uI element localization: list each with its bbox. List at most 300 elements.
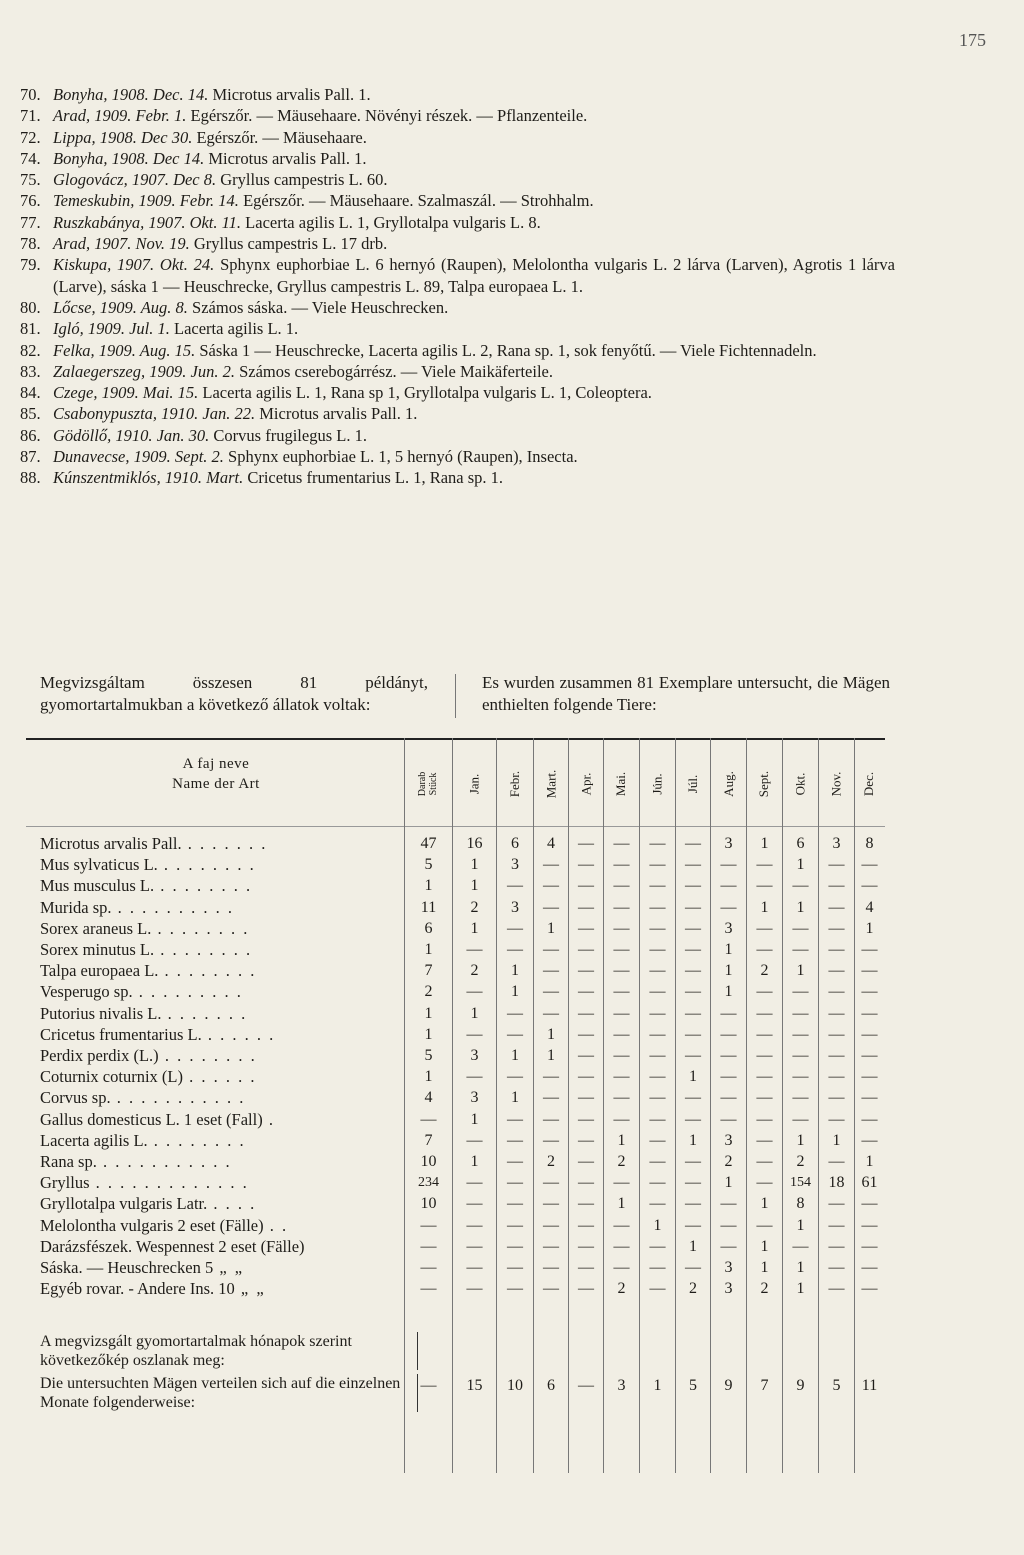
month-cell: 8	[865, 835, 874, 852]
record-entry	[20, 425, 895, 446]
record-entry	[20, 169, 895, 190]
record-contents: Egérszőr. — Mäusehaare. Szalmaszál. — Strohhalm.	[238, 191, 594, 211]
month-cell: —	[861, 1025, 878, 1043]
dot-leader: . . . . . . . .	[157, 855, 256, 875]
month-cell: —	[466, 1174, 483, 1192]
month-cell: —	[861, 1004, 878, 1022]
table-row	[26, 918, 885, 939]
dot-leader: . . . . . . . . . . .	[110, 1088, 246, 1108]
record-place-date: Zalaegerszeg, 1909. Jun. 2.	[53, 361, 235, 381]
table-row	[26, 981, 885, 1002]
month-cell: —	[507, 1237, 523, 1255]
record-contents: Cricetus frumentarius L. 1, Rana sp. 1.	[243, 468, 504, 488]
month-cell: —	[720, 1110, 737, 1128]
month-cell: —	[543, 856, 559, 874]
month-cell: 154	[790, 1175, 811, 1191]
species-name	[40, 1109, 405, 1130]
summary-cell: 15	[466, 1377, 483, 1394]
month-cell: 18	[828, 1174, 845, 1192]
count-cell: 7	[424, 962, 433, 980]
month-cell: —	[685, 919, 701, 937]
month-cell: —	[543, 1174, 559, 1192]
month-cell: 1	[470, 856, 479, 874]
species-name	[40, 897, 405, 918]
count-cell: 11	[420, 898, 437, 916]
record-entry	[20, 127, 895, 148]
month-cell: 1	[547, 1047, 555, 1064]
month-cell: —	[578, 835, 594, 852]
month-cell: —	[578, 1174, 594, 1192]
dot-leader: . . . .	[207, 1194, 257, 1214]
month-cell: —	[756, 1068, 773, 1086]
table-top-rule	[26, 738, 885, 740]
table-row	[26, 1236, 885, 1257]
month-cell: —	[685, 1025, 701, 1043]
month-cell: —	[613, 1259, 630, 1276]
month-cell: —	[685, 1174, 701, 1192]
summary-hungarian: A megvizsgált gyomortartalmak hónapok szerint következőkép oszlanak meg:	[40, 1332, 418, 1370]
month-cell: —	[578, 1004, 594, 1022]
month-cell: —	[792, 1004, 809, 1022]
summary-cell: —	[578, 1377, 594, 1394]
record-contents: Egérszőr. — Mäusehaare.	[192, 127, 367, 147]
month-cell: —	[507, 1068, 523, 1086]
species-name	[40, 1215, 405, 1236]
count-cell: 6	[424, 919, 433, 937]
header-month-label: Dec.	[861, 771, 877, 797]
month-cell: —	[507, 877, 523, 895]
record-contents: Gryllus campestris L. 60.	[216, 170, 388, 190]
species-label: Microtus arvalis Pall.	[40, 834, 182, 853]
record-number: 74.	[20, 148, 41, 168]
month-cell: 4	[547, 835, 555, 852]
month-cell: —	[543, 1216, 559, 1234]
record-contents: Számos sáska. — Viele Heuschrecken.	[187, 297, 449, 317]
species-name	[40, 875, 405, 896]
dot-leader: . . . . . . . .	[154, 876, 253, 896]
record-number: 72.	[20, 127, 41, 147]
species-label: Murida sp.	[40, 897, 112, 917]
species-label: Putorius nivalis L.	[40, 1003, 162, 1023]
month-cell: —	[720, 1004, 737, 1022]
month-cell: —	[466, 1280, 483, 1298]
header-month	[676, 744, 710, 824]
species-label: Talpa europaea L.	[40, 961, 159, 981]
month-cell: 16	[466, 835, 483, 852]
month-cell: —	[578, 1216, 594, 1234]
month-cell: —	[685, 962, 701, 980]
record-number: 83.	[20, 361, 41, 381]
table-row	[26, 1130, 885, 1151]
month-cell: 1	[832, 1131, 841, 1149]
month-cell: —	[507, 1195, 523, 1213]
month-cell: —	[613, 1089, 630, 1107]
header-count-de: Stück	[428, 772, 439, 796]
month-cell: —	[543, 1110, 559, 1128]
month-cell: —	[578, 1089, 594, 1107]
month-cell: —	[466, 1025, 483, 1043]
month-cell: —	[861, 1110, 878, 1128]
month-cell: —	[828, 941, 845, 958]
month-cell: —	[685, 1153, 701, 1170]
month-cell: —	[756, 1047, 773, 1064]
month-cell: 1	[470, 919, 479, 937]
species-name	[40, 854, 405, 875]
month-cell: —	[466, 1068, 483, 1086]
record-place-date: Kúnszentmiklós, 1910. Mart.	[53, 468, 244, 488]
header-month-label: Aug.	[720, 771, 736, 797]
record-number: 88.	[20, 468, 41, 488]
dot-leader: . . . . . .	[201, 1024, 276, 1044]
header-month-label: Apr.	[578, 772, 593, 796]
month-cell: —	[649, 1004, 666, 1022]
month-cell: —	[792, 983, 809, 1001]
header-rule	[26, 826, 885, 827]
dot-leader: . . . . . . . . . . .	[96, 1152, 232, 1171]
month-cell: —	[578, 983, 594, 1001]
month-cell: 2	[617, 1280, 626, 1298]
month-cell: —	[792, 877, 809, 895]
dot-leader: . .	[263, 1215, 289, 1235]
record-contents: Microtus arvalis Pall. 1.	[208, 85, 371, 104]
species-label: Gallus domesticus L. 1 eset (Fall)	[40, 1109, 263, 1129]
month-cell: —	[685, 835, 701, 852]
table-row	[26, 833, 885, 854]
species-label: Mus musculus L.	[40, 876, 155, 896]
record-number: 86.	[20, 425, 41, 445]
summary-cell: 7	[760, 1377, 769, 1394]
month-cell: 1	[511, 962, 519, 980]
month-cell: —	[578, 1110, 594, 1128]
species-name	[40, 1278, 405, 1299]
month-cell: —	[792, 1047, 809, 1064]
summary-german: Die untersuchten Mägen verteilen sich auf die einzelnen Monate folgenderweise:	[40, 1374, 418, 1412]
count-cell: 1	[424, 877, 433, 895]
month-cell: 1	[689, 1237, 697, 1255]
month-cell: —	[792, 1237, 809, 1255]
month-cell: 1	[470, 1153, 479, 1170]
record-place-date: Lőcse, 1909. Aug. 8.	[53, 297, 188, 317]
month-cell: —	[578, 919, 594, 937]
intro-german: Es wurden zusammen 81 Exemplare untersucht, die Mägen enthielten folgende Tiere:	[482, 673, 890, 714]
month-cell: —	[756, 1216, 773, 1234]
month-cell: 3	[724, 1131, 733, 1149]
month-cell: —	[861, 983, 878, 1001]
record-number: 79.	[20, 255, 41, 275]
record-place-date: Temeskubin, 1909. Febr. 14.	[53, 191, 239, 211]
month-cell: —	[466, 1131, 483, 1149]
count-cell: 7	[424, 1131, 433, 1149]
species-label: Egyéb rovar. - Andere Ins. 10	[40, 1279, 235, 1299]
month-cell: —	[613, 1047, 630, 1064]
header-species-name	[46, 754, 386, 794]
month-cell: 6	[511, 835, 519, 852]
header-month-label: Jún.	[649, 773, 665, 795]
page-number: 175	[959, 30, 986, 50]
record-entry	[20, 84, 895, 105]
month-cell: —	[613, 877, 630, 895]
header-month-label: Mai.	[613, 771, 629, 797]
table-row	[26, 1278, 885, 1299]
month-cell: —	[649, 1047, 666, 1064]
month-cell: —	[466, 983, 483, 1001]
month-cell: —	[720, 1195, 737, 1213]
month-cell: —	[613, 856, 630, 874]
dot-leader: . . . . . . .	[181, 834, 268, 853]
month-cell: —	[649, 898, 666, 916]
record-number: 75.	[20, 170, 41, 190]
species-name	[40, 939, 405, 960]
record-contents: Microtus arvalis Pall. 1.	[255, 404, 418, 424]
record-entry	[20, 254, 895, 297]
count-cell: 5	[424, 856, 433, 874]
record-entry	[20, 361, 895, 382]
month-cell: —	[828, 1068, 845, 1086]
month-cell: —	[578, 941, 594, 958]
month-cell: —	[828, 1047, 845, 1064]
record-place-date: Kiskupa, 1907. Okt. 24.	[53, 255, 215, 275]
count-cell: 2	[424, 983, 433, 1001]
month-cell: —	[466, 941, 483, 958]
month-cell: —	[613, 1025, 630, 1043]
record-place-date: Gödöllő, 1910. Jan. 30.	[53, 425, 210, 445]
month-cell: —	[792, 919, 809, 937]
month-cell: —	[756, 856, 773, 874]
month-cell: —	[613, 1174, 630, 1192]
header-month	[569, 744, 603, 824]
month-cell: —	[507, 919, 523, 937]
header-month	[453, 744, 496, 824]
month-cell: —	[466, 1237, 483, 1255]
record-place-date: Arad, 1909. Febr. 1.	[53, 106, 187, 126]
species-name	[40, 1130, 405, 1151]
table-row	[26, 1172, 885, 1193]
dot-leader: . . . . . . . .	[158, 1046, 257, 1065]
month-cell: —	[649, 1089, 666, 1107]
month-cell: —	[649, 1174, 666, 1192]
record-contents: Egérszőr. — Mäusehaare. Növényi részek. — Pflanzenteile.	[186, 106, 588, 126]
month-cell: —	[649, 1025, 666, 1043]
record-number: 81.	[20, 319, 41, 339]
record-number: 71.	[20, 106, 41, 126]
month-cell: 1	[796, 1216, 805, 1234]
month-cell: —	[543, 1068, 559, 1086]
month-cell: 1	[724, 941, 733, 958]
record-contents: Számos cserebogárrész. — Viele Maikäferteile.	[234, 361, 553, 381]
month-cell: —	[792, 1025, 809, 1043]
species-name	[40, 1151, 405, 1172]
month-cell: —	[685, 1216, 701, 1234]
record-contents: Corvus frugilegus L. 1.	[209, 425, 367, 445]
month-cell: 2	[796, 1153, 805, 1170]
month-cell: 1	[760, 1259, 769, 1276]
month-cell: 1	[617, 1195, 626, 1213]
month-cell: —	[861, 1259, 878, 1276]
month-cell: —	[828, 962, 845, 980]
month-cell: —	[649, 1195, 666, 1213]
summary-cell: 5	[689, 1377, 697, 1394]
header-month	[534, 744, 568, 824]
month-cell: —	[685, 941, 701, 958]
month-cell: —	[720, 898, 737, 916]
month-cell: —	[649, 1068, 666, 1086]
month-cell: —	[828, 1195, 845, 1213]
month-cell: —	[543, 962, 559, 980]
month-cell: 1	[511, 983, 519, 1001]
header-month-label: Nov.	[828, 771, 844, 797]
month-cell: —	[685, 898, 701, 916]
record-entry	[20, 340, 895, 361]
month-cell: 1	[796, 1259, 805, 1276]
month-cell: —	[720, 1216, 737, 1234]
record-place-date: Bonyha, 1908. Dec. 14.	[53, 85, 209, 104]
month-cell: 1	[617, 1131, 626, 1149]
month-cell: —	[543, 898, 559, 916]
header-month	[604, 744, 639, 824]
month-cell: —	[792, 941, 809, 958]
month-cell: —	[685, 1047, 701, 1064]
month-cell: —	[828, 983, 845, 1001]
column-divider	[455, 674, 456, 718]
month-cell: —	[756, 1004, 773, 1022]
header-count	[406, 744, 450, 824]
month-cell: —	[466, 1216, 483, 1234]
species-name	[40, 981, 405, 1002]
record-place-date: Csabonypuszta, 1910. Jan. 22.	[53, 404, 256, 424]
summary-cell: 6	[547, 1377, 555, 1394]
month-cell: —	[828, 1025, 845, 1043]
month-cell: 2	[760, 1280, 769, 1298]
header-month	[640, 744, 675, 824]
month-cell: —	[578, 856, 594, 874]
record-contents: Sphynx euphorbiae L. 1, 5 hernyó (Raupen), Insecta.	[223, 447, 578, 467]
record-place-date: Igló, 1909. Jul. 1.	[53, 319, 170, 339]
species-label: Mus sylvaticus L.	[40, 855, 158, 875]
record-place-date: Dunavecse, 1909. Sept. 2.	[53, 447, 224, 467]
month-cell: —	[828, 1237, 845, 1255]
header-month	[711, 744, 746, 824]
month-cell: 2	[547, 1153, 555, 1170]
stomach-contents-table	[26, 738, 885, 1473]
record-entry	[20, 105, 895, 126]
month-cell: —	[861, 1216, 878, 1234]
month-cell: —	[578, 1153, 594, 1170]
month-cell: —	[507, 1004, 523, 1022]
count-cell: 1	[424, 1025, 433, 1043]
record-number: 84.	[20, 383, 41, 403]
month-cell: —	[578, 1237, 594, 1255]
table-row	[26, 854, 885, 875]
month-cell: —	[685, 983, 701, 1001]
header-month-label: Okt.	[792, 772, 808, 796]
month-cell: —	[685, 1259, 701, 1276]
header-name-hu: A faj neve	[182, 756, 250, 772]
record-contents: Microtus arvalis Pall. 1.	[204, 148, 367, 168]
month-cell: —	[685, 856, 701, 874]
month-cell: 2	[617, 1153, 626, 1170]
record-contents: Gryllus campestris L. 17 drb.	[189, 234, 388, 254]
month-cell: —	[828, 1259, 845, 1276]
table-row	[26, 1024, 885, 1045]
month-cell: 3	[724, 1280, 733, 1298]
species-name	[40, 1236, 405, 1257]
header-month	[747, 744, 782, 824]
record-number: 78.	[20, 234, 41, 254]
record-contents: Lacerta agilis L. 1, Gryllotalpa vulgaris L. 8.	[241, 212, 541, 232]
month-cell: —	[578, 877, 594, 895]
month-cell: 3	[511, 898, 519, 916]
month-cell: 1	[547, 1025, 555, 1043]
month-cell: —	[756, 1110, 773, 1128]
species-name	[40, 1172, 405, 1193]
month-cell: 1	[511, 1047, 519, 1064]
table-row	[26, 1003, 885, 1024]
month-cell: —	[507, 1131, 523, 1149]
summary-cell: 5	[832, 1377, 841, 1394]
table-row	[26, 897, 885, 918]
month-cell: —	[507, 1110, 523, 1128]
month-cell: —	[649, 1153, 666, 1170]
month-cell: —	[613, 1216, 630, 1234]
species-label: Sorex araneus L.	[40, 918, 152, 938]
month-cell: —	[649, 919, 666, 937]
month-cell: 3	[470, 1089, 479, 1107]
species-name	[40, 1024, 405, 1045]
table-row	[26, 875, 885, 896]
month-cell: —	[543, 1131, 559, 1149]
month-cell: —	[861, 1089, 878, 1107]
table-row	[26, 939, 885, 960]
record-entry	[20, 190, 895, 211]
month-cell: 1	[796, 856, 805, 874]
month-cell: 2	[470, 898, 479, 916]
month-cell: 3	[724, 919, 733, 937]
count-cell: 5	[424, 1047, 433, 1064]
record-number: 70.	[20, 85, 41, 104]
month-cell: 1	[760, 1195, 769, 1213]
species-label: Coturnix coturnix (L)	[40, 1067, 183, 1087]
species-label: Vesperugo sp.	[40, 982, 133, 1002]
month-cell: 3	[470, 1047, 479, 1064]
record-contents: Sáska 1 — Heuschrecke, Lacerta agilis L. 2, Rana sp. 1, sok fenyőtű. — Viele Fichtennadeln.	[195, 340, 817, 360]
month-cell: —	[720, 1025, 737, 1043]
species-label: Gryllotalpa vulgaris Latr.	[40, 1194, 208, 1214]
dot-leader: . . . . . . . . . . . . .	[89, 1173, 249, 1193]
month-cell: —	[466, 1195, 483, 1213]
record-entry	[20, 212, 895, 233]
table-row	[26, 1087, 885, 1108]
dot-leader: . . . . . . . .	[158, 961, 257, 981]
record-place-date: Ruszkabánya, 1907. Okt. 11.	[53, 212, 242, 232]
month-cell: —	[792, 1089, 809, 1107]
count-cell: —	[420, 1216, 437, 1234]
species-name	[40, 1257, 405, 1278]
month-cell: —	[828, 919, 845, 937]
month-cell: 1	[547, 919, 555, 937]
month-cell: —	[578, 1047, 594, 1064]
header-month	[783, 744, 818, 824]
month-cell: 1	[724, 962, 733, 980]
count-cell: 1	[424, 1004, 433, 1022]
month-cell: —	[543, 983, 559, 1001]
record-number: 80.	[20, 297, 41, 317]
month-cell: —	[828, 856, 845, 874]
count-cell: 4	[424, 1089, 433, 1107]
month-cell: 2	[470, 962, 479, 980]
month-cell: —	[756, 1025, 773, 1043]
month-cell: 1	[470, 1110, 479, 1128]
month-cell: —	[685, 1195, 701, 1213]
